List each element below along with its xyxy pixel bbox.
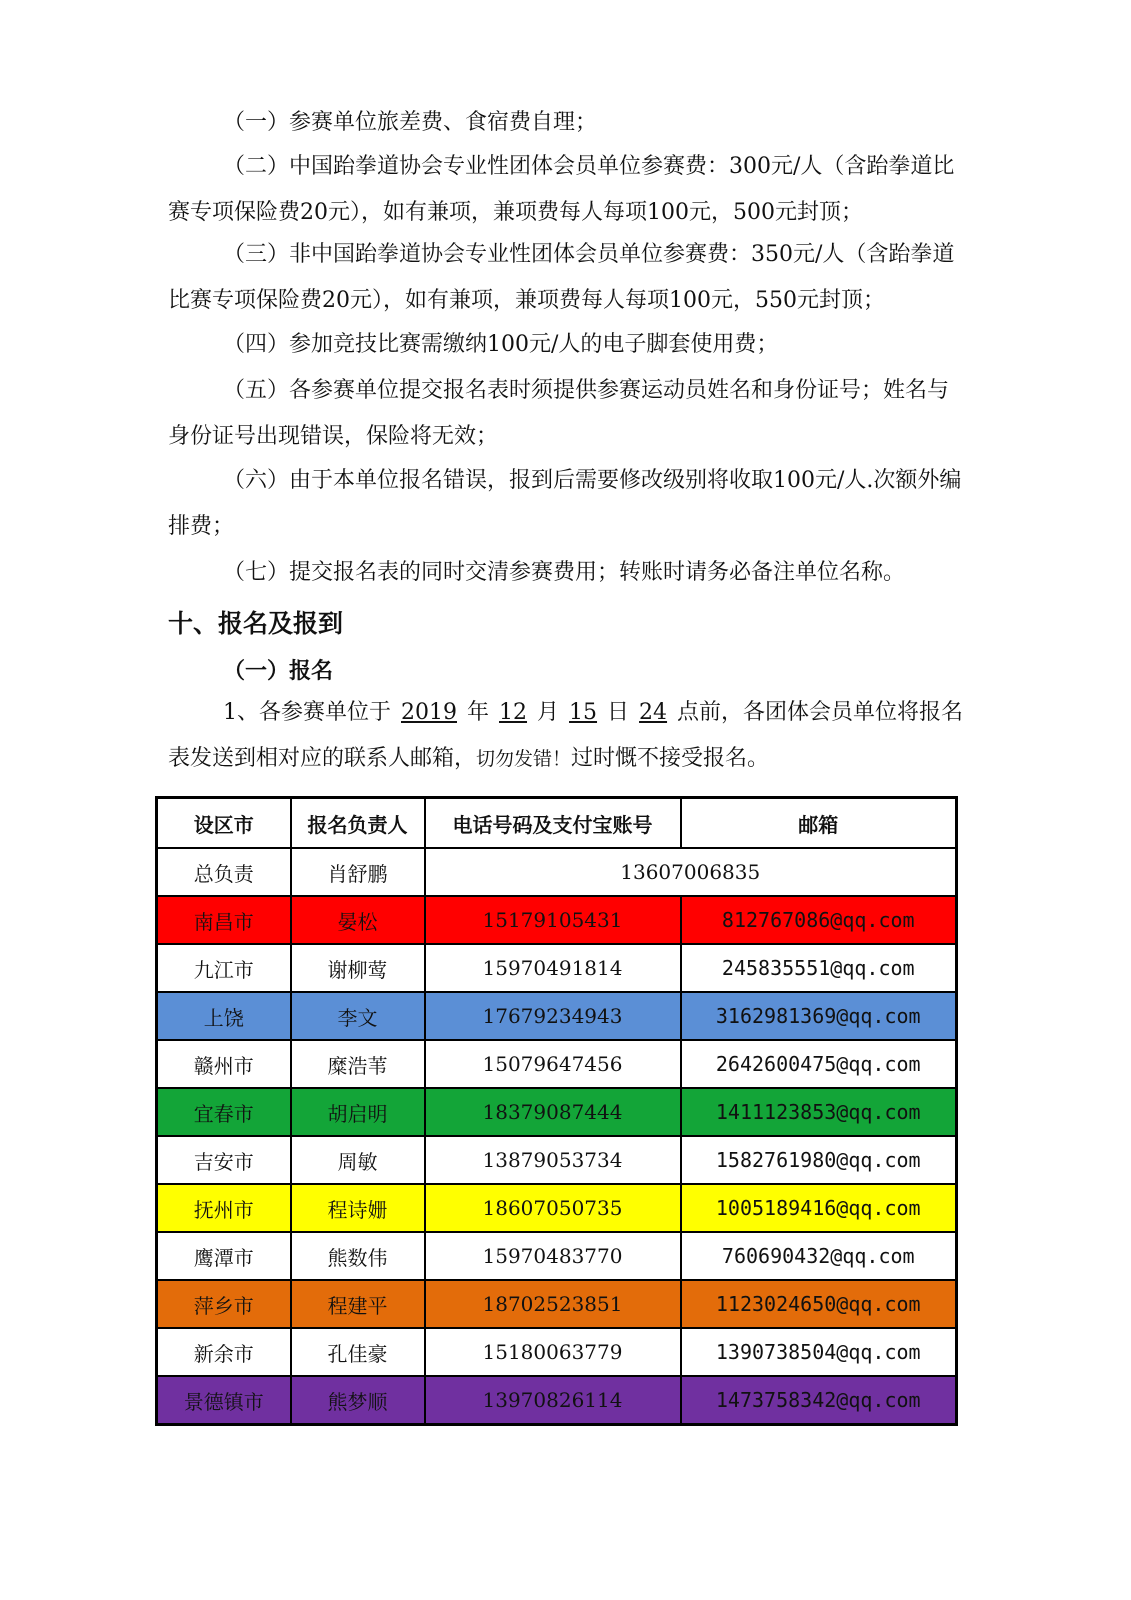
fee-item-7: （七）提交报名表的同时交清参赛费用；转账时请务必备注单位名称。: [223, 560, 906, 585]
deadline-note: 切勿发错！: [476, 748, 572, 770]
registration-contacts-table: [155, 796, 958, 1426]
row-email[interactable]: 1411123853@qq.com: [681, 1088, 957, 1136]
table-row: [157, 944, 957, 992]
row-phone: 15079647456: [425, 1040, 681, 1088]
table-row: [157, 1280, 957, 1328]
deadline-paragraph: [168, 690, 968, 782]
row-phone: 15970483770: [425, 1232, 681, 1280]
subsection-heading: （一）报名: [223, 659, 334, 684]
total-label: 总负责: [157, 848, 291, 896]
header-email: 邮箱: [681, 798, 957, 849]
deadline-year-unit: 年: [467, 700, 490, 725]
table-row: [157, 1040, 957, 1088]
fee-item-2: （二）中国跆拳道协会专业性团体会员单位参赛费：300元/人（含跆拳道比赛专项保险费20元），如有兼项，兼项费每人每项100元，500元封顶；: [168, 154, 955, 225]
deadline-month-unit: 月: [537, 700, 560, 725]
row-city: 景德镇市: [157, 1376, 291, 1425]
deadline-prefix: 1、各参赛单位于: [223, 700, 391, 725]
row-contact: 晏松: [291, 896, 425, 944]
row-email[interactable]: 2642600475@qq.com: [681, 1040, 957, 1088]
table-row: [157, 1328, 957, 1376]
table-row: [157, 896, 957, 944]
total-phone: 13607006835: [425, 848, 957, 896]
row-contact: 程诗姗: [291, 1184, 425, 1232]
row-city: 吉安市: [157, 1136, 291, 1184]
row-city: 宜春市: [157, 1088, 291, 1136]
row-phone: 15180063779: [425, 1328, 681, 1376]
row-email[interactable]: 1005189416@qq.com: [681, 1184, 957, 1232]
row-city: 南昌市: [157, 896, 291, 944]
table-row-total: [157, 848, 957, 896]
row-contact: 谢柳莺: [291, 944, 425, 992]
row-phone: 13970826114: [425, 1376, 681, 1425]
row-email[interactable]: 812767086@qq.com: [681, 896, 957, 944]
row-phone: 17679234943: [425, 992, 681, 1040]
row-city: 九江市: [157, 944, 291, 992]
row-contact: 熊数伟: [291, 1232, 425, 1280]
deadline-suffix: 点前，各团体会员单位将报名表发送到相对应的联系人邮箱，: [168, 700, 964, 771]
row-city: 新余市: [157, 1328, 291, 1376]
row-email[interactable]: 1473758342@qq.com: [681, 1376, 957, 1425]
row-email[interactable]: 760690432@qq.com: [681, 1232, 957, 1280]
deadline-end: 过时慨不接受报名。: [571, 746, 770, 771]
deadline-year: 2019: [401, 700, 457, 725]
table-row: [157, 1232, 957, 1280]
row-phone: 18702523851: [425, 1280, 681, 1328]
deadline-hour: 24: [639, 700, 668, 725]
row-email[interactable]: 245835551@qq.com: [681, 944, 957, 992]
header-city: 设区市: [157, 798, 291, 849]
fee-item-3: （三）非中国跆拳道协会专业性团体会员单位参赛费：350元/人（含跆拳道比赛专项保险费20元），如有兼项，兼项费每人每项100元，550元封顶；: [168, 242, 955, 313]
fee-item-5: （五）各参赛单位提交报名表时须提供参赛运动员姓名和身份证号；姓名与身份证号出现错误，保险将无效；: [168, 378, 950, 449]
fee-item-4: （四）参加竞技比赛需缴纳100元/人的电子脚套使用费；: [223, 332, 779, 357]
row-phone: 15179105431: [425, 896, 681, 944]
deadline-day-unit: 日: [607, 700, 630, 725]
fee-item-1: （一）参赛单位旅差费、食宿费自理；: [223, 110, 598, 135]
row-contact: 胡启明: [291, 1088, 425, 1136]
row-email[interactable]: 1123024650@qq.com: [681, 1280, 957, 1328]
row-email[interactable]: 1582761980@qq.com: [681, 1136, 957, 1184]
row-city: 抚州市: [157, 1184, 291, 1232]
row-contact: 熊梦顺: [291, 1376, 425, 1425]
row-city: 鹰潭市: [157, 1232, 291, 1280]
deadline-month: 12: [499, 700, 528, 725]
deadline-day: 15: [569, 700, 598, 725]
total-contact: 肖舒鹏: [291, 848, 425, 896]
header-phone: 电话号码及支付宝账号: [425, 798, 681, 849]
row-phone: 15970491814: [425, 944, 681, 992]
header-contact: 报名负责人: [291, 798, 425, 849]
row-phone: 18607050735: [425, 1184, 681, 1232]
table-header-row: [157, 798, 957, 849]
row-city: 上饶: [157, 992, 291, 1040]
row-email[interactable]: 3162981369@qq.com: [681, 992, 957, 1040]
row-contact: 程建平: [291, 1280, 425, 1328]
row-contact: 糜浩苇: [291, 1040, 425, 1088]
row-contact: 李文: [291, 992, 425, 1040]
table-row: [157, 1376, 957, 1425]
row-contact: 周敏: [291, 1136, 425, 1184]
row-email[interactable]: 1390738504@qq.com: [681, 1328, 957, 1376]
row-city: 萍乡市: [157, 1280, 291, 1328]
table-row: [157, 1136, 957, 1184]
fee-item-6: （六）由于本单位报名错误，报到后需要修改级别将收取100元/人.次额外编排费；: [168, 468, 962, 539]
table-row: [157, 992, 957, 1040]
section-heading: 十、报名及报到: [168, 609, 344, 638]
row-phone: 18379087444: [425, 1088, 681, 1136]
row-contact: 孔佳豪: [291, 1328, 425, 1376]
table-row: [157, 1184, 957, 1232]
row-phone: 13879053734: [425, 1136, 681, 1184]
table-row: [157, 1088, 957, 1136]
row-city: 赣州市: [157, 1040, 291, 1088]
